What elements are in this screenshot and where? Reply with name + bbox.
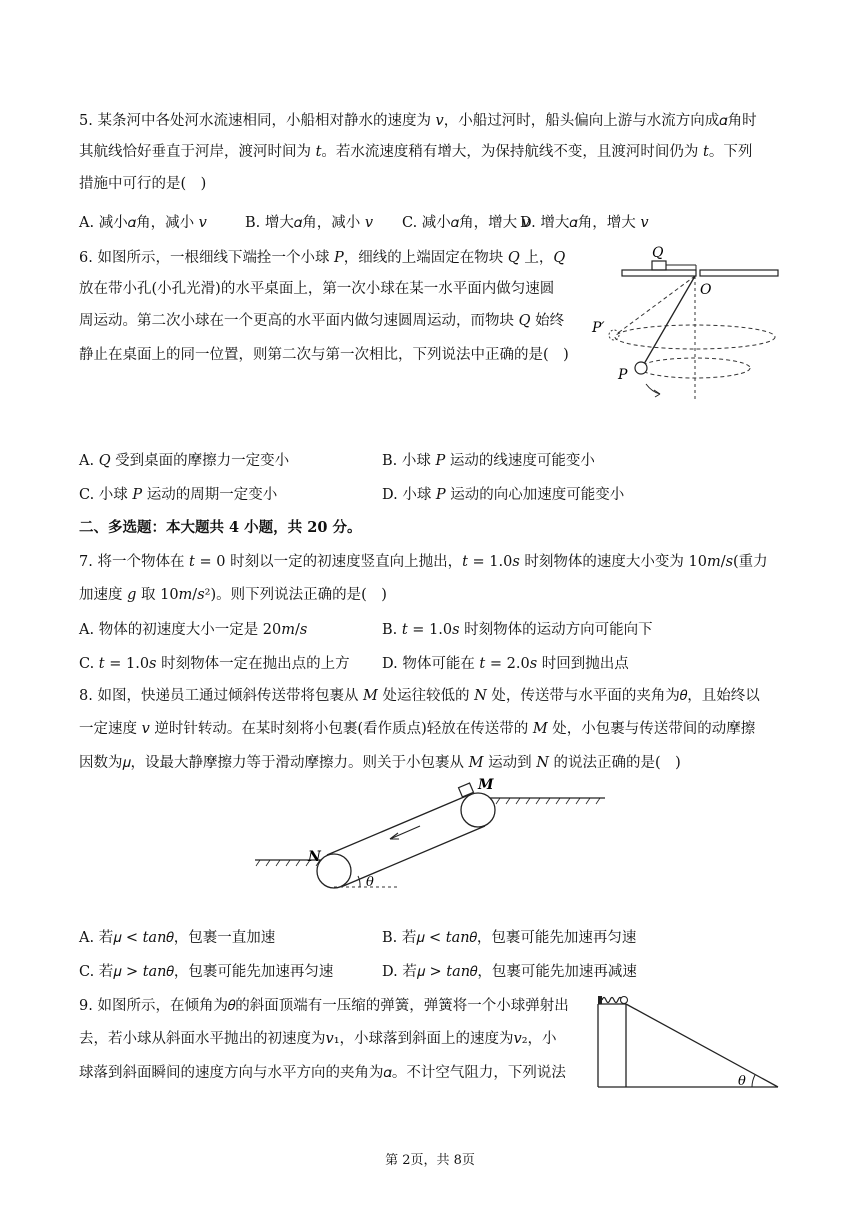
q8-figure-conveyor-belt <box>250 775 610 895</box>
q8-line-1: 8. 如图，快递员工通过倾斜传送带将包裹从 𝑀 处运往较低的 𝑁 处，传送带与水平面的夹角为𝜃，且始终以 <box>79 688 760 704</box>
q8-label-m: M <box>478 777 494 793</box>
q6-figure-conical-pendulum <box>592 240 800 410</box>
q6-option-d: D. 小球 𝑃 运动的向心加速度可能变小 <box>382 487 625 503</box>
q6-label-p-prime: P′ <box>592 320 605 336</box>
q5-line-2: 其航线恰好垂直于河岸，渡河时间为 𝑡。若水流速度稍有增大，为保持航线不变，且渡河时间仍为 𝑡。下列 <box>79 144 753 160</box>
page-footer: 第 2页，共 8页 <box>385 1153 475 1168</box>
q7-option-d: D. 物体可能在 𝑡 = 2.0𝑠 时回到抛出点 <box>382 656 629 672</box>
q8-option-b: B. 若𝜇 < 𝑡𝑎𝑛𝜃，包裹可能先加速再匀速 <box>382 930 637 946</box>
q9-label-theta: θ <box>738 1074 746 1089</box>
q5-option-a: A. 减小𝛼角，减小 𝑣 <box>79 215 207 231</box>
q9-line-2: 去，若小球从斜面水平抛出的初速度为𝑣₁，小球落到斜面上的速度为𝑣₂，小 <box>79 1031 557 1047</box>
q6-line-3: 周运动。第二次小球在一个更高的水平面内做匀速圆周运动，而物块 𝑄 始终 <box>79 313 565 329</box>
q8-line-3: 因数为𝜇，设最大静摩擦力等于滑动摩擦力。则关于小包裹从 𝑀 运动到 𝑁 的说法正确的是( ) <box>79 755 681 771</box>
q5-line-1: 5. 某条河中各处河水流速相同，小船相对静水的速度为 𝑣，小船过河时，船头偏向上游与水流方向成𝛼角时 <box>79 113 757 129</box>
q6-label-p: P <box>618 367 628 383</box>
q7-line-1: 7. 将一个物体在 𝑡 = 0 时刻以一定的初速度竖直向上抛出，𝑡 = 1.0𝑠 时刻物体的速度大小变为 10𝑚/𝑠(重力 <box>79 554 768 570</box>
q9-figure-incline-spring <box>592 990 787 1095</box>
q5-line-3: 措施中可行的是( ) <box>79 176 207 192</box>
q8-option-a: A. 若𝜇 < 𝑡𝑎𝑛𝜃，包裹一直加速 <box>79 930 276 946</box>
q7-option-a: A. 物体的初速度大小一定是 20𝑚/𝑠 <box>79 622 308 638</box>
q6-line-4: 静止在桌面上的同一位置，则第二次与第一次相比，下列说法中正确的是( ) <box>79 347 569 363</box>
q8-label-n: N <box>308 849 321 865</box>
q7-option-b: B. 𝑡 = 1.0𝑠 时刻物体的运动方向可能向下 <box>382 622 653 638</box>
q6-label-o: O <box>700 282 712 298</box>
section-title-multiple-choice: 二、多选题：本大题共 4 小题，共 20 分。 <box>79 519 362 536</box>
q6-option-a: A. 𝑄 受到桌面的摩擦力一定变小 <box>79 453 290 469</box>
q9-line-3: 球落到斜面瞬间的速度方向与水平方向的夹角为𝛼。不计空气阻力，下列说法 <box>79 1065 566 1081</box>
q6-line-2: 放在带小孔(小孔光滑)的水平桌面上，第一次小球在某一水平面内做匀速圆 <box>79 281 555 297</box>
q6-option-c: C. 小球 𝑃 运动的周期一定变小 <box>79 487 278 503</box>
q6-label-q: Q <box>652 245 664 261</box>
q8-option-c: C. 若𝜇 > 𝑡𝑎𝑛𝜃，包裹可能先加速再匀速 <box>79 964 334 980</box>
q5-option-b: B. 增大𝛼角，减小 𝑣 <box>245 215 374 231</box>
q7-option-c: C. 𝑡 = 1.0𝑠 时刻物体一定在抛出点的上方 <box>79 656 350 672</box>
q7-line-2: 加速度 𝑔 取 10𝑚/𝑠²)。则下列说法正确的是( ) <box>79 587 387 603</box>
q6-line-1: 6. 如图所示，一根细线下端拴一个小球 𝑃，细线的上端固定在物块 𝑄 上，𝑄 <box>79 250 566 266</box>
q9-line-1: 9. 如图所示，在倾角为𝜃的斜面顶端有一压缩的弹簧，弹簧将一个小球弹射出 <box>79 998 569 1014</box>
q6-option-b: B. 小球 𝑃 运动的线速度可能变小 <box>382 453 595 469</box>
q8-line-2: 一定速度 𝑣 逆时针转动。在某时刻将小包裹(看作质点)轻放在传送带的 𝑀 处，小包裹与传送带间的动摩擦 <box>79 721 756 737</box>
q8-label-theta: θ <box>366 875 374 890</box>
q5-option-d: D. 增大𝛼角，增大 𝑣 <box>520 215 649 231</box>
q8-option-d: D. 若𝜇 > 𝑡𝑎𝑛𝜃，包裹可能先加速再减速 <box>382 964 637 980</box>
q5-option-c: C. 减小𝛼角，增大 𝑣 <box>402 215 530 231</box>
